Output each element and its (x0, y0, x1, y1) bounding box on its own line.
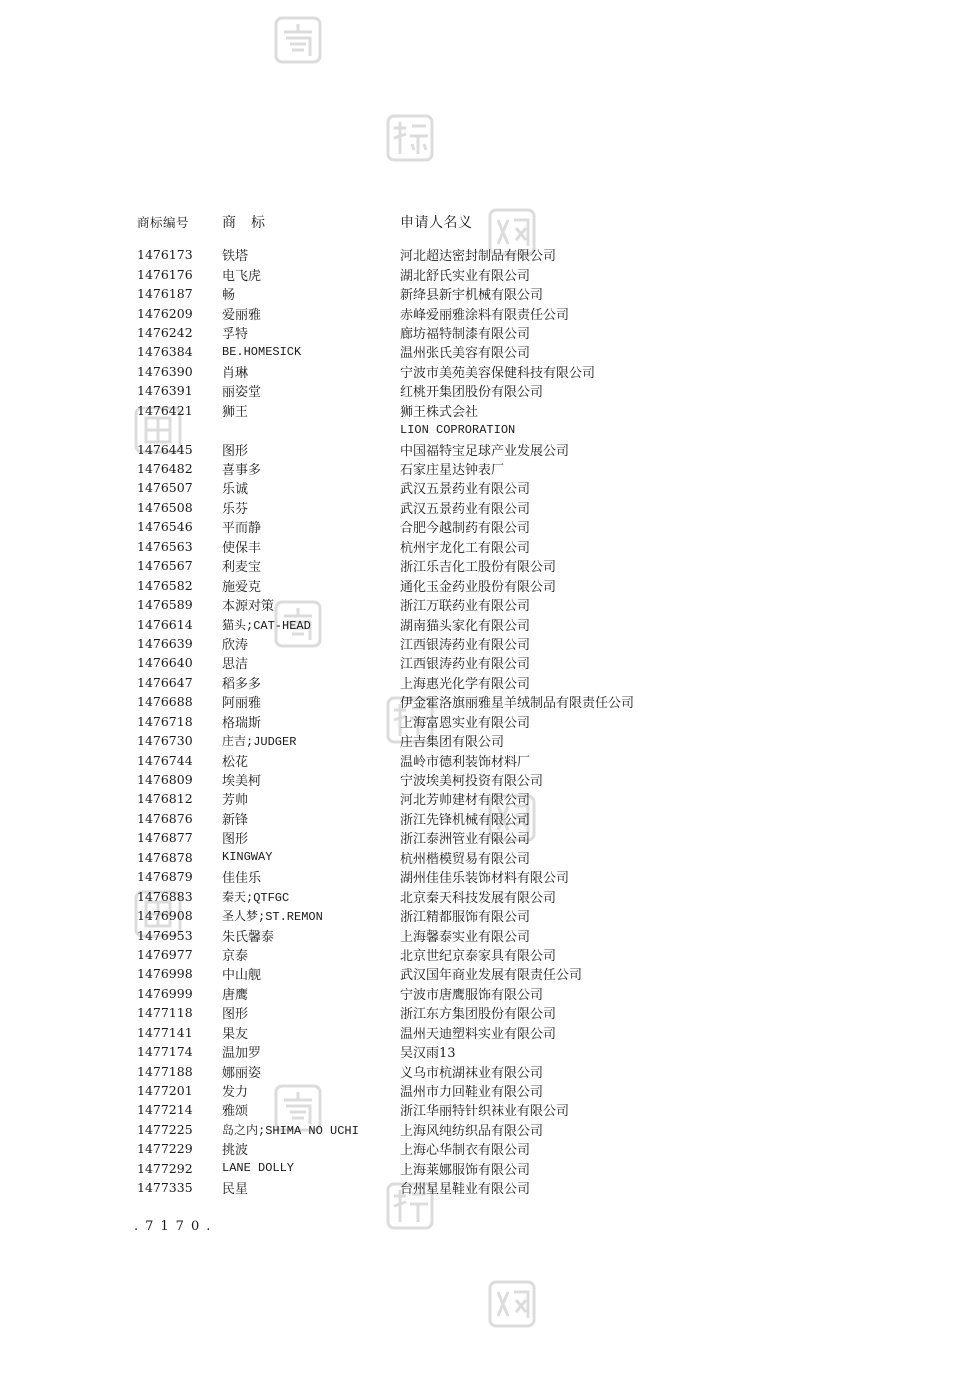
table-row (137, 770, 837, 789)
table-row (137, 362, 837, 381)
applicant-name: 浙江先锋机械有限公司 (400, 812, 531, 828)
table-row (137, 478, 837, 497)
trademark-number: 1476567 (137, 558, 193, 574)
table-row (137, 381, 837, 400)
trademark-number: 1476445 (137, 441, 193, 457)
trademark-number: 1476390 (137, 363, 193, 379)
table-row (137, 537, 837, 556)
trademark-number: 1476173 (137, 247, 193, 263)
trademark-name: 挑波 (222, 1143, 249, 1159)
table-row (137, 945, 837, 964)
applicant-name: 浙江精都服饰有限公司 (400, 910, 531, 926)
applicant-name: 赤峰爱丽雅涂料有限责任公司 (400, 307, 570, 323)
table-row (137, 984, 837, 1003)
watermark-stamp-icon (486, 1278, 538, 1330)
trademark-number: 1476482 (137, 461, 193, 477)
table-row (137, 420, 837, 439)
trademark-name: 岛之内;SHIMA NO UCHI (222, 1123, 359, 1138)
table-row (137, 439, 837, 458)
table-row (137, 595, 837, 614)
trademark-name: 思洁 (222, 657, 249, 673)
table-row (137, 556, 837, 575)
table-row (137, 1042, 837, 1061)
trademark-name: KINGWAY (222, 850, 273, 865)
applicant-name: 河北超达密封制品有限公司 (400, 249, 557, 265)
trademark-name: 图形 (222, 443, 249, 459)
applicant-name: 浙江东方集团股份有限公司 (400, 1007, 557, 1023)
applicant-name: 湖北舒氏实业有限公司 (400, 268, 531, 284)
header-trademark-number: 商标编号 (137, 215, 190, 230)
applicant-name: 温岭市德利装饰材料厂 (400, 754, 531, 770)
applicant-name: 温州天迪塑料实业有限公司 (400, 1026, 557, 1042)
applicant-name: 上海风纯纺织品有限公司 (400, 1123, 544, 1139)
trademark-number: 1476730 (137, 733, 193, 749)
trademark-number: 1476647 (137, 674, 193, 690)
applicant-name: 庄吉集团有限公司 (400, 735, 505, 751)
trademark-number: 1476384 (137, 344, 193, 360)
table-row (137, 692, 837, 711)
applicant-name: 武汉国年商业发展有限责任公司 (400, 968, 583, 984)
table-row (137, 750, 837, 769)
page-number: .7170. (134, 1219, 218, 1234)
applicant-name: 通化玉金药业股份有限公司 (400, 579, 557, 595)
trademark-name: 乐芬 (222, 501, 249, 517)
table-row (137, 459, 837, 478)
applicant-name: 湖南猫头家化有限公司 (400, 618, 531, 634)
trademark-name: 发力 (222, 1085, 249, 1101)
applicant-name: 廊坊福特制漆有限公司 (400, 326, 531, 342)
applicant-name: LION COPRORATION (400, 422, 516, 437)
applicant-name: 红桃开集团股份有限公司 (400, 385, 544, 401)
trademark-name: 爱丽雅 (222, 307, 262, 323)
trademark-number: 1476688 (137, 694, 193, 710)
applicant-name: 上海馨泰实业有限公司 (400, 929, 531, 945)
applicant-name: 新绛县新宇机械有限公司 (400, 288, 544, 304)
applicant-name: 合肥今越制药有限公司 (400, 521, 531, 537)
applicant-name: 温州市力回鞋业有限公司 (400, 1085, 544, 1101)
trademark-number: 1476744 (137, 752, 193, 768)
trademark-name: 本源对策 (222, 599, 275, 615)
applicant-name: 上海心华制衣有限公司 (400, 1143, 531, 1159)
trademark-number: 1476998 (137, 966, 193, 982)
applicant-name: 宁波埃美柯投资有限公司 (400, 774, 544, 790)
applicant-name: 宁波市唐鹰服饰有限公司 (400, 987, 544, 1003)
trademark-number: 1476977 (137, 946, 193, 962)
trademark-number: 1476507 (137, 480, 193, 496)
applicant-name: 江西银涛药业有限公司 (400, 637, 531, 653)
trademark-name: 丽姿堂 (222, 385, 262, 401)
trademark-number: 1477201 (137, 1083, 193, 1099)
applicant-name: 伊金霍洛旗丽雅星羊绒制品有限责任公司 (400, 696, 635, 712)
trademark-name: LANE DOLLY (222, 1161, 295, 1176)
table-row (137, 828, 837, 847)
applicant-name: 石家庄星达钟表厂 (400, 463, 505, 479)
trademark-number: 1476876 (137, 810, 193, 826)
trademark-name: 埃美柯 (222, 774, 262, 790)
trademark-number: 1477225 (137, 1121, 193, 1137)
table-row (137, 1003, 837, 1022)
applicant-name: 杭州宇龙化工有限公司 (400, 540, 531, 556)
trademark-number: 1476812 (137, 791, 193, 807)
table-row (137, 401, 837, 420)
applicant-name: 上海莱娜服饰有限公司 (400, 1162, 531, 1178)
trademark-number: 1477118 (137, 1005, 193, 1021)
trademark-name: 民星 (222, 1182, 249, 1198)
trademark-name: 唐鹰 (222, 987, 249, 1003)
trademark-name: 图形 (222, 832, 249, 848)
table-row (137, 789, 837, 808)
applicant-name: 武汉五景药业有限公司 (400, 482, 531, 498)
trademark-number: 1476242 (137, 324, 193, 340)
applicant-name: 吴汉雨13 (400, 1046, 456, 1062)
trademark-name: 平而静 (222, 521, 262, 537)
trademark-name: 铁塔 (222, 249, 249, 265)
applicant-name: 中国福特宝足球产业发展公司 (400, 443, 570, 459)
table-row (137, 925, 837, 944)
trademark-name: 电飞虎 (222, 268, 262, 284)
trademark-number: 1476877 (137, 830, 193, 846)
trademark-number: 1476878 (137, 849, 193, 865)
table-row (137, 1159, 837, 1178)
applicant-name: 杭州楷模贸易有限公司 (400, 851, 531, 867)
table-row (137, 323, 837, 342)
trademark-number: 1476640 (137, 655, 193, 671)
trademark-number: 1477229 (137, 1141, 193, 1157)
applicant-name: 狮王株式会社 (400, 404, 479, 420)
table-row (137, 498, 837, 517)
trademark-name: 京泰 (222, 948, 249, 964)
trademark-name: 畅 (222, 288, 236, 304)
trademark-number: 1477174 (137, 1044, 193, 1060)
table-row (137, 284, 837, 303)
table-row (137, 614, 837, 633)
trademark-number: 1477141 (137, 1024, 193, 1040)
trademark-number: 1476582 (137, 577, 193, 593)
table-body (137, 245, 837, 1197)
trademark-name: 使保丰 (222, 540, 262, 556)
trademark-name: 孚特 (222, 326, 249, 342)
applicant-name: 北京秦天科技发展有限公司 (400, 890, 557, 906)
watermark-stamp-icon (272, 14, 324, 66)
trademark-number: 1477292 (137, 1160, 193, 1176)
table-row (137, 1061, 837, 1080)
trademark-number: 1476176 (137, 266, 193, 282)
table-row (137, 342, 837, 361)
trademark-number: 1476879 (137, 869, 193, 885)
table-row (137, 964, 837, 983)
trademark-number: 1476883 (137, 888, 193, 904)
trademark-name: 格瑞斯 (222, 715, 262, 731)
table-row (137, 731, 837, 750)
applicant-name: 浙江万联药业有限公司 (400, 599, 531, 615)
table-row (137, 673, 837, 692)
trademark-table (137, 211, 837, 1197)
trademark-name: 秦天;QTFGC (222, 890, 290, 905)
trademark-number: 1476187 (137, 286, 193, 302)
table-row (137, 848, 837, 867)
trademark-name: 狮王 (222, 404, 249, 420)
table-row (137, 867, 837, 886)
trademark-name: 喜事多 (222, 463, 262, 479)
table-row (137, 1100, 837, 1119)
table-row (137, 906, 837, 925)
trademark-name: 果友 (222, 1026, 249, 1042)
trademark-name: 阿丽雅 (222, 696, 262, 712)
table-row (137, 634, 837, 653)
table-row (137, 575, 837, 594)
trademark-number: 1476639 (137, 635, 193, 651)
trademark-name: 欣涛 (222, 637, 249, 653)
table-row (137, 653, 837, 672)
table-row (137, 264, 837, 283)
applicant-name: 上海富恩实业有限公司 (400, 715, 531, 731)
table-row (137, 1120, 837, 1139)
trademark-name: 猫头;CAT-HEAD (222, 618, 311, 633)
trademark-name: 新锋 (222, 812, 249, 828)
trademark-name: 肖琳 (222, 365, 249, 381)
applicant-name: 上海惠光化学有限公司 (400, 676, 531, 692)
trademark-number: 1476209 (137, 305, 193, 321)
trademark-number: 1476908 (137, 908, 193, 924)
trademark-name: 庄吉;JUDGER (222, 735, 297, 750)
trademark-number: 1476614 (137, 616, 193, 632)
applicant-name: 浙江乐吉化工股份有限公司 (400, 560, 557, 576)
table-row (137, 1081, 837, 1100)
table-row (137, 712, 837, 731)
table-row (137, 1178, 837, 1197)
trademark-name: 圣人梦;ST.REMON (222, 910, 323, 925)
trademark-name: 芳帅 (222, 793, 249, 809)
trademark-name: 雅颂 (222, 1104, 249, 1120)
trademark-number: 1476718 (137, 713, 193, 729)
trademark-number: 1476391 (137, 383, 193, 399)
trademark-number: 1476809 (137, 772, 193, 788)
table-row (137, 1139, 837, 1158)
applicant-name: 江西银涛药业有限公司 (400, 657, 531, 673)
applicant-name: 湖州佳佳乐装饰材料有限公司 (400, 871, 570, 887)
table-header (137, 211, 837, 233)
trademark-name: 朱氏馨泰 (222, 929, 275, 945)
trademark-number: 1476421 (137, 402, 193, 418)
trademark-number: 1476953 (137, 927, 193, 943)
trademark-name: 图形 (222, 1007, 249, 1023)
trademark-name: 施爱克 (222, 579, 262, 595)
header-applicant: 申请人名义 (400, 215, 473, 231)
trademark-number: 1477188 (137, 1063, 193, 1079)
applicant-name: 北京世纪京泰家具有限公司 (400, 948, 557, 964)
header-trademark: 商 标 (222, 215, 266, 231)
table-row (137, 245, 837, 264)
trademark-number: 1476563 (137, 538, 193, 554)
table-row (137, 517, 837, 536)
trademark-name: BE.HOMESICK (222, 344, 302, 359)
table-row (137, 886, 837, 905)
trademark-name: 稻多多 (222, 676, 262, 692)
watermark-stamp-icon (384, 112, 436, 164)
trademark-number: 1476546 (137, 519, 193, 535)
trademark-name: 乐诚 (222, 482, 249, 498)
trademark-name: 利麦宝 (222, 560, 262, 576)
applicant-name: 浙江泰洲管业有限公司 (400, 832, 531, 848)
trademark-number: 1477335 (137, 1180, 193, 1196)
trademark-name: 温加罗 (222, 1046, 262, 1062)
applicant-name: 河北芳帅建材有限公司 (400, 793, 531, 809)
trademark-number: 1476589 (137, 597, 193, 613)
trademark-number: 1477214 (137, 1102, 193, 1118)
trademark-name: 娜丽姿 (222, 1065, 262, 1081)
table-row (137, 303, 837, 322)
trademark-number: 1476508 (137, 499, 193, 515)
table-row (137, 1023, 837, 1042)
applicant-name: 义乌市杭湖袜业有限公司 (400, 1065, 544, 1081)
table-row (137, 809, 837, 828)
applicant-name: 温州张氏美容有限公司 (400, 346, 531, 362)
applicant-name: 武汉五景药业有限公司 (400, 501, 531, 517)
trademark-number: 1476999 (137, 985, 193, 1001)
applicant-name: 浙江华丽特针织袜业有限公司 (400, 1104, 570, 1120)
trademark-name: 中山舰 (222, 968, 262, 984)
trademark-name: 松花 (222, 754, 249, 770)
applicant-name: 台州星星鞋业有限公司 (400, 1182, 531, 1198)
trademark-name: 佳佳乐 (222, 871, 262, 887)
applicant-name: 宁波市美苑美容保健科技有限公司 (400, 365, 596, 381)
